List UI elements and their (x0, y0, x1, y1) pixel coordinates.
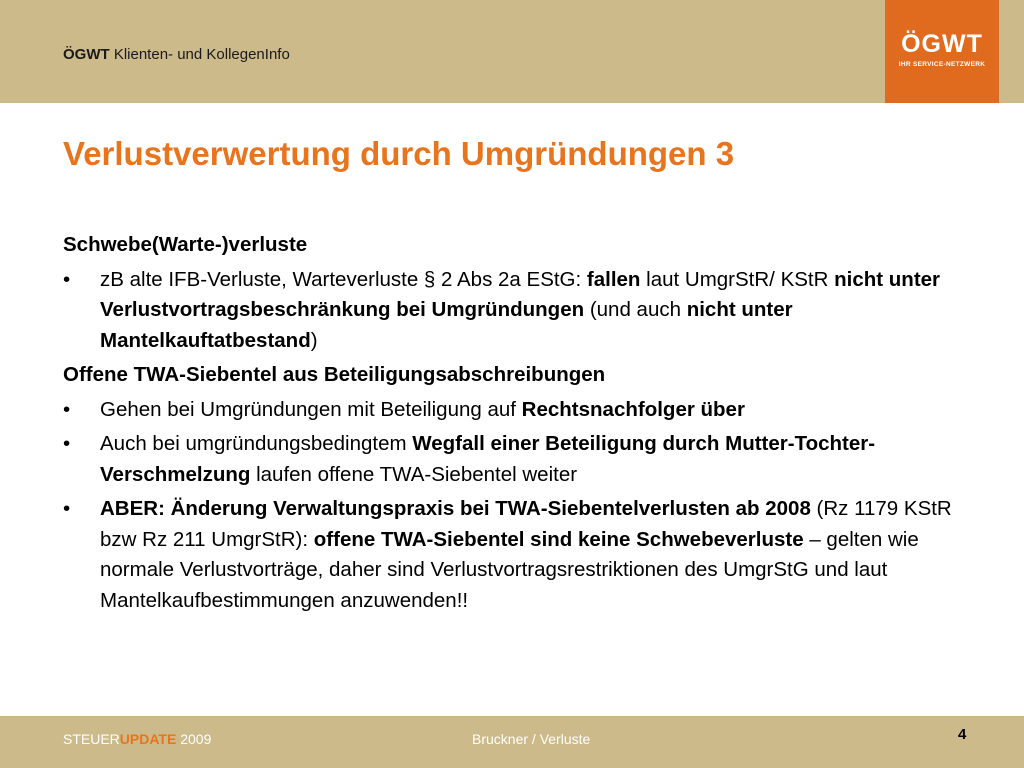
header-title (63, 46, 290, 63)
bullet-text-bold: offene TWA-Siebentel sind keine Schwebeverluste (313, 527, 804, 551)
bullet-item (63, 395, 983, 426)
bullet-text-bold: Rechtsnachfolger über (521, 397, 745, 421)
bullet-icon: • (63, 397, 71, 421)
footer-label-update: UPDATE (119, 731, 177, 747)
bullet-text: laufen offene TWA-Siebentel weiter (250, 462, 578, 486)
header-subtitle: Klienten- und KollegenInfo (113, 46, 290, 63)
bullet-item (63, 265, 983, 357)
bullet-text: Gehen bei Umgründungen mit Beteiligung auf (100, 397, 522, 421)
footer-label-year: 2009 (176, 731, 212, 747)
bullet-text: – gelten wie normale Verlustvorträge, daher sind Verlustvortragsrestriktionen des UmgrStG und laut Mantelkaufbestimmungen anzuwenden!! (100, 527, 919, 612)
bullet-text: (und auch (584, 298, 687, 321)
bullet-text: zB alte IFB-Verluste, Warteverluste § 2 Abs 2a EStG: (100, 267, 587, 291)
bullet-text: ) (310, 328, 318, 352)
section-heading-twa-siebentel: Offene TWA-Siebentel aus Beteiligungsabschreibungen (63, 363, 606, 386)
bullet-text: laut UmgrStR/ KStR (640, 267, 835, 291)
bullet-text: Auch bei umgründungsbedingtem (100, 432, 413, 455)
bullet-text-bold: fallen (586, 267, 641, 291)
footer-event-label (63, 731, 211, 747)
oegwt-logo (885, 0, 999, 103)
logo-wordmark: ÖGWT (901, 30, 983, 58)
bullet-text-bold: Wegfall einer Beteiligung durch Mutter-Tochter-Verschmelzung (100, 432, 876, 486)
bullet-text: (Rz 1179 KStR bzw Rz 211 UmgrStR): (100, 497, 952, 551)
section-heading-schwebeverluste: Schwebe(Warte-)verluste (63, 233, 308, 256)
bullet-item (63, 494, 983, 616)
bullet-text-bold: nicht unter Verlustvortragsbeschränkung bei Umgründungen (100, 267, 941, 321)
logo-tagline: IHR SERVICE-NETZWERK (898, 61, 986, 68)
footer-author-topic: Bruckner / Verluste (472, 731, 591, 747)
bullet-icon: • (63, 497, 71, 520)
slide-title: Verlustverwertung durch Umgründungen 3 (63, 135, 735, 172)
bullet-item (63, 429, 983, 490)
slide-content (63, 230, 983, 620)
header-brand: ÖGWT (63, 46, 110, 63)
page-number: 4 (958, 726, 967, 743)
bullet-icon: • (63, 267, 71, 291)
footer-label-steuer: STEUER (63, 731, 120, 747)
bullet-text-bold: nicht unter Mantelkauftatbestand (100, 298, 793, 352)
bullet-text-bold: ABER: Änderung Verwaltungspraxis bei TWA-Siebentelverlusten ab 2008 (100, 497, 811, 520)
bullet-icon: • (63, 432, 71, 455)
